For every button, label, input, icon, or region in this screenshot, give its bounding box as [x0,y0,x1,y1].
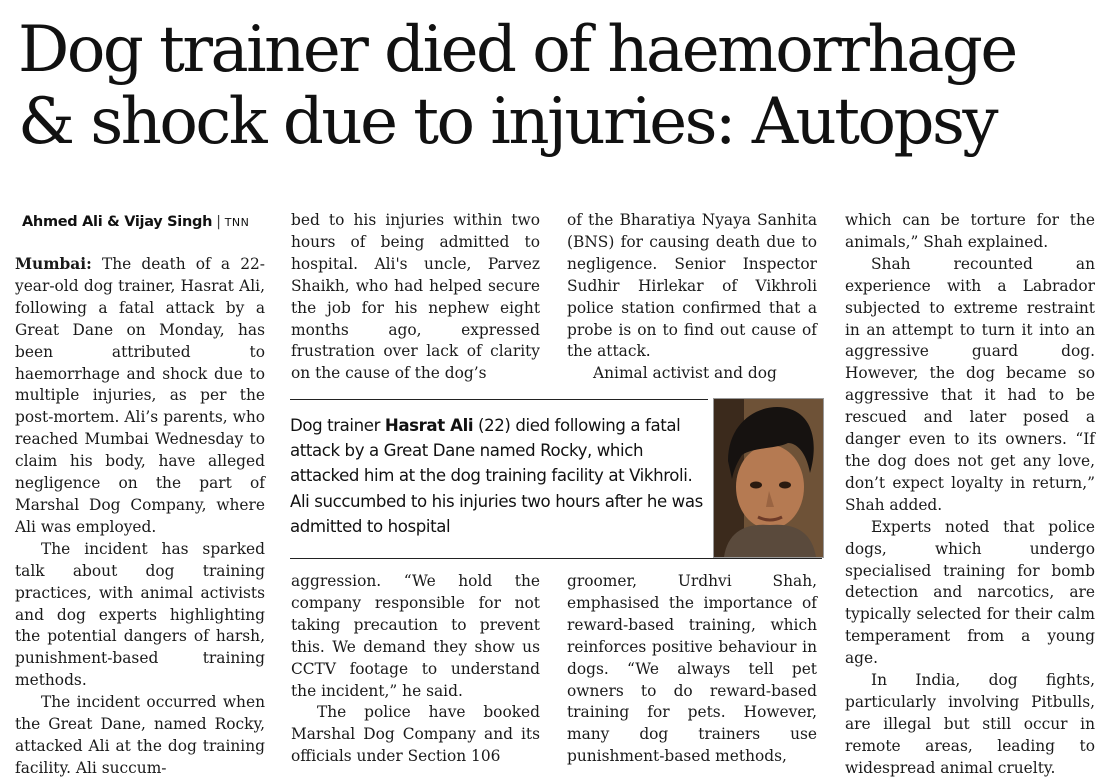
headline [18,14,1098,158]
caption-text: (22) died following a fatal attack by a Great Dane named Rocky, which attacked him at the dog training facility at Vikhroli. Ali succumbed to his injuries two hours after he was admitted to hospital [290,416,703,536]
byline-authors: Ahmed Ali & Vijay Singh [22,214,213,230]
headline-line-1: Dog trainer died of haemorrhage [18,13,1016,87]
caption-name: Hasrat Ali [384,416,474,435]
article-paragraph: Shah recounted an experience with a Labrador subjected to extreme restraint in an attempt to turn it into an aggressive guard dog. However, the dog became so aggressive that it had to be rescued and later posed a danger even to its owners. “If the dog does not get any love, don’t expect loyalty in return,” Shah added. [845,254,1095,514]
article-column-2-bottom [291,571,540,768]
article-paragraph: aggression. “We hold the company responsible for not taking precaution to prevent this. We demand they show us CCTV footage to understand the incident,” he said. [291,572,540,700]
article-paragraph: Animal activist and dog [593,364,777,383]
byline-separator: | [216,214,221,230]
article-column-3-bottom [567,571,817,768]
article-paragraph: of the Bharatiya Nyaya Sanhita (BNS) for causing death due to negligence. Senior Inspector Sudhir Hirlekar of Vikhroli police station confirmed that a probe is on to find out cause of the attack. [567,211,817,361]
article-text: The death of a 22-year-old dog trainer, Hasrat Ali, following a fatal attack by a Great Dane on Monday, has been attributed to haemorrhage and shock due to multiple injuries, as per the post-mortem. Ali’s parents, who reached Mumbai Wednesday to claim his body, have alleged negligence on the part of Marshal Dog Company, where Ali was employed. [15,255,265,536]
caption-text: Dog trainer [290,416,385,435]
article-column-4 [845,210,1095,780]
article-paragraph: In India, dog fights, particularly involving Pitbulls, are illegal but still occur in remote areas, leading to widespread animal cruelty. [845,671,1095,777]
byline-agency: TNN [224,216,250,229]
article-column-1 [15,254,265,780]
article-column-3-top [567,210,817,385]
callout-bottom-rule [290,558,822,559]
dateline: Mumbai: [15,255,92,273]
victim-photo [713,398,824,558]
article-paragraph: Experts noted that police dogs, which undergo specialised training for bomb detection and narcotics, are typically selected for their calm temperament from a young age. [845,517,1095,668]
article-paragraph [15,254,265,539]
callout-top-rule [290,399,708,400]
photo-caption [290,413,708,539]
byline [22,214,249,230]
article-paragraph: The incident occurred when the Great Dane, named Rocky, attacked Ali at the dog training facility. Ali succum- [15,693,265,777]
article-paragraph: which can be torture for the animals,” Shah explained. [845,211,1095,251]
article-paragraph: The incident has sparked talk about dog training practices, with animal activists and dog experts highlighting the potential dangers of harsh, punishment-based training methods. [15,539,265,690]
article-paragraph: bed to his injuries within two hours of being admitted to hospital. Ali's uncle, Parvez Shaikh, who had helped secure the job for his nephew eight months ago, expressed frustration over lack of clarity on the cause of the dog’s [291,211,540,383]
article-paragraph: groomer, Urdhvi Shah, emphasised the importance of reward-based training, which reinforces positive behaviour in dogs. “We always tell pet owners to do reward-based training for pets. However, many dog trainers use punishment-based methods, [567,572,817,766]
portrait-image [714,399,823,557]
article-paragraph: The police have booked Marshal Dog Company and its officials under Section 106 [291,703,540,766]
article-column-2-top [291,210,540,385]
headline-line-2: & shock due to injuries: Autopsy [18,85,996,159]
